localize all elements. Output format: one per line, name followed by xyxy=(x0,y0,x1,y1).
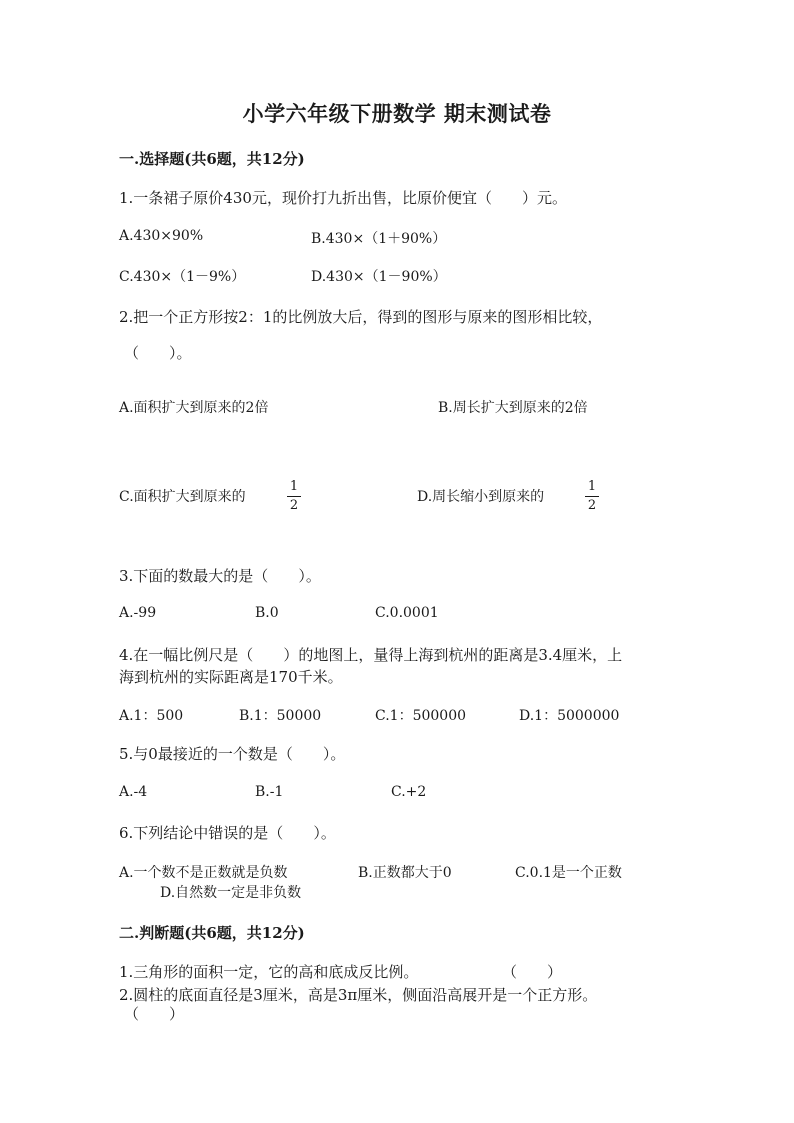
fraction-bar xyxy=(585,496,599,497)
fraction-denominator: 2 xyxy=(289,498,299,513)
fraction-numerator: 1 xyxy=(289,479,299,494)
q4-option-c: C.1：500000 xyxy=(375,708,467,724)
q2-option-a: A.面积扩大到原来的2倍 xyxy=(119,400,269,416)
q1-option-d: D.430×（1－90%） xyxy=(311,269,447,285)
q1-option-c: C.430×（1－9%） xyxy=(119,269,246,285)
question-4-line1: 4.在一幅比例尺是（ ）的地图上，量得上海到杭州的距离是3.4厘米，上 xyxy=(119,646,623,664)
question-2-line1: 2.把一个正方形按2：1的比例放大后，得到的图形与原来的图形相比较， xyxy=(119,308,603,326)
q3-option-b: B.0 xyxy=(255,605,279,621)
q4-option-a: A.1：500 xyxy=(119,708,184,724)
fraction-numerator: 1 xyxy=(587,479,597,494)
question-3: 3.下面的数最大的是（ ）。 xyxy=(119,567,321,585)
page-title: 小学六年级下册数学 期末测试卷 xyxy=(242,101,552,126)
q5-option-a: A.-4 xyxy=(119,784,148,800)
q5-option-c: C.+2 xyxy=(391,784,427,800)
fraction-denominator: 2 xyxy=(587,498,597,513)
question-4-line2: 海到杭州的实际距离是170千米。 xyxy=(119,668,343,686)
q5-option-b: B.-1 xyxy=(255,784,284,800)
q2-option-c-fraction xyxy=(287,480,301,513)
q6-option-a: A.一个数不是正数就是负数 xyxy=(119,865,288,881)
q6-option-b: B.正数都大于0 xyxy=(358,865,452,881)
q2-option-c: C.面积扩大到原来的 xyxy=(119,489,246,505)
q2-option-d: D.周长缩小到原来的 xyxy=(417,489,545,505)
judgement-1-blank: （ ） xyxy=(502,963,563,981)
fraction-bar xyxy=(287,496,301,497)
q2-option-b: B.周长扩大到原来的2倍 xyxy=(438,400,588,416)
q2-option-d-fraction xyxy=(585,480,599,513)
judgement-2-blank: （ ） xyxy=(124,1005,185,1023)
section-heading-judgement: 二.判断题(共6题，共12分) xyxy=(119,924,305,942)
q4-option-b: B.1：50000 xyxy=(239,708,322,724)
q3-option-a: A.-99 xyxy=(119,605,157,621)
q3-option-c: C.0.0001 xyxy=(375,605,439,621)
q1-option-a: A.430×90% xyxy=(119,228,204,244)
question-1: 1.一条裙子原价430元，现价打九折出售，比原价便宜（ ）元。 xyxy=(119,189,567,207)
q4-option-d: D.1：5000000 xyxy=(519,708,620,724)
question-6: 6.下列结论中错误的是（ ）。 xyxy=(119,824,336,842)
judgement-1: 1.三角形的面积一定，它的高和底成反比例。 xyxy=(119,963,419,981)
q6-option-d: D.自然数一定是非负数 xyxy=(160,885,302,901)
q1-option-b: B.430×（1＋90%） xyxy=(311,231,447,247)
question-5: 5.与0最接近的一个数是（ ）。 xyxy=(119,745,346,763)
section-heading-choice: 一.选择题(共6题，共12分) xyxy=(119,150,305,168)
judgement-2: 2.圆柱的底面直径是3厘米，高是3π厘米，侧面沿高展开是一个正方形。 xyxy=(119,986,598,1004)
question-2-line2: （ ）。 xyxy=(124,344,192,362)
q6-option-c: C.0.1是一个正数 xyxy=(515,865,622,881)
